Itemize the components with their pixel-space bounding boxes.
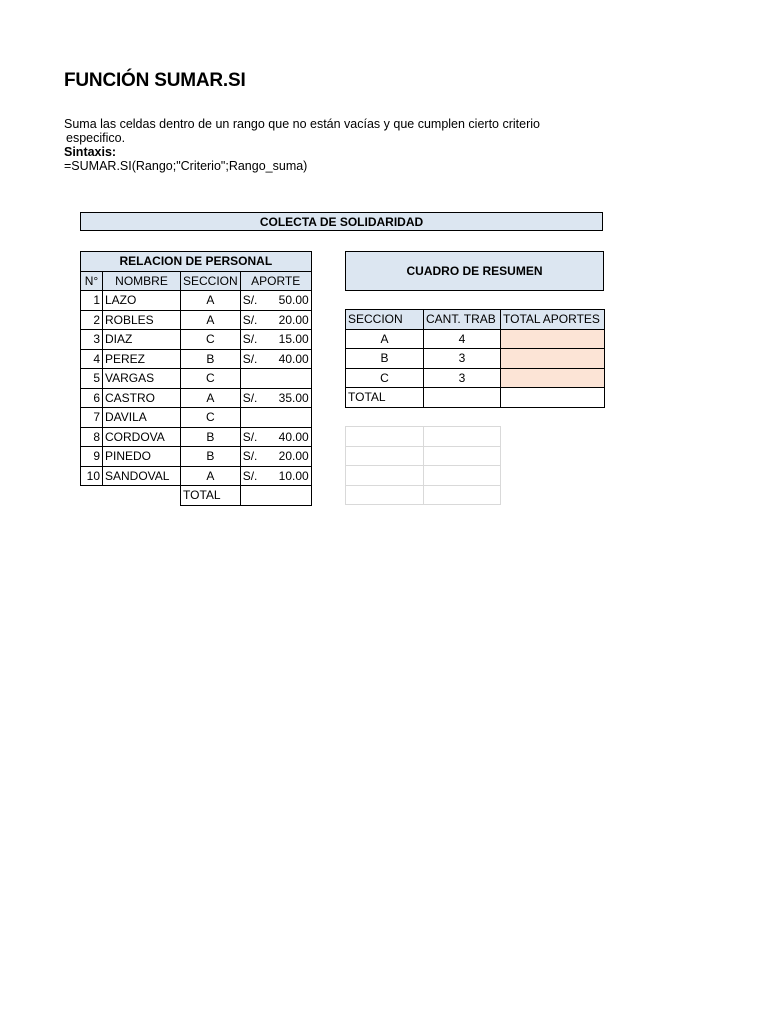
cell-aporte[interactable] [240,466,311,486]
page-title: FUNCIÓN SUMAR.SI [64,70,246,91]
cell-num[interactable]: 3 [81,330,103,350]
summary-total-aportes[interactable] [501,388,605,408]
cell-aporte[interactable] [240,388,311,408]
cell-aporte[interactable] [240,427,311,447]
table-row [81,310,312,330]
empty-grid [345,426,501,505]
cell-nombre[interactable]: LAZO [103,291,181,311]
personal-table [80,251,312,506]
cell-num[interactable]: 9 [81,447,103,467]
empty-cell[interactable] [346,427,424,447]
cell-nombre[interactable]: DIAZ [103,330,181,350]
summary-cell-cant[interactable]: 4 [424,329,501,349]
cell-seccion[interactable]: C [181,330,241,350]
currency-symbol: S/. [242,390,258,405]
summary-row [346,368,605,388]
cell-nombre[interactable]: ROBLES [103,310,181,330]
total-label-cell[interactable]: TOTAL [181,486,241,506]
currency-symbol: S/. [242,351,258,366]
cell-aporte[interactable] [240,349,311,369]
summary-cell-seccion[interactable]: B [346,349,424,369]
empty-cell[interactable] [346,485,424,505]
cell-num[interactable]: 2 [81,310,103,330]
cell-seccion[interactable]: A [181,466,241,486]
spacer-cell [103,486,181,506]
cell-aporte[interactable] [240,310,311,330]
cell-num[interactable]: 8 [81,427,103,447]
syntax-label: Sintaxis: [64,145,117,159]
banner-colecta[interactable]: COLECTA DE SOLIDARIDAD [80,212,603,231]
empty-cell[interactable] [346,466,424,486]
aporte-value: 10.00 [278,468,309,483]
summary-header-seccion[interactable]: SECCION [346,310,424,330]
description-line-2: especifico. [66,131,126,145]
currency-symbol: S/. [242,449,258,464]
resumen-title-box[interactable]: CUADRO DE RESUMEN [345,251,604,291]
cell-nombre[interactable]: PINEDO [103,447,181,467]
personal-table-title[interactable]: RELACION DE PERSONAL [81,252,312,272]
cell-seccion[interactable]: B [181,349,241,369]
table-row [81,447,312,467]
cell-seccion[interactable]: B [181,447,241,467]
empty-cell[interactable] [424,446,501,466]
table-row [81,291,312,311]
summary-total-cant[interactable] [424,388,501,408]
table-row [81,466,312,486]
cell-seccion[interactable]: A [181,291,241,311]
summary-header-total[interactable]: TOTAL APORTES [501,310,605,330]
cell-num[interactable]: 4 [81,349,103,369]
table-row [81,427,312,447]
currency-symbol: S/. [242,293,258,308]
aporte-value: 35.00 [278,390,309,405]
empty-cell[interactable] [424,466,501,486]
summary-cell-total[interactable] [501,349,605,369]
syntax-formula: =SUMAR.SI(Rango;"Criterio";Rango_suma) [64,159,308,173]
cell-num[interactable]: 7 [81,408,103,428]
summary-cell-seccion[interactable]: A [346,329,424,349]
cell-aporte[interactable] [240,330,311,350]
cell-seccion[interactable]: B [181,427,241,447]
cell-num[interactable]: 6 [81,388,103,408]
cell-aporte[interactable] [240,291,311,311]
empty-cell[interactable] [346,446,424,466]
table-row [81,330,312,350]
aporte-value: 40.00 [278,351,309,366]
header-cell-nombre[interactable]: NOMBRE [103,271,181,291]
aporte-value: 15.00 [278,332,309,347]
cell-seccion[interactable]: C [181,369,241,389]
summary-cell-seccion[interactable]: C [346,368,424,388]
cell-aporte[interactable] [240,447,311,467]
description-line-1: Suma las celdas dentro de un rango que no están vacías y que cumplen cierto criterio [64,117,540,131]
empty-cell[interactable] [424,427,501,447]
summary-cell-cant[interactable]: 3 [424,368,501,388]
summary-total-label[interactable]: TOTAL [346,388,424,408]
cell-nombre[interactable]: VARGAS [103,369,181,389]
currency-symbol: S/. [242,312,258,327]
table-row [81,349,312,369]
cell-seccion[interactable]: A [181,388,241,408]
cell-nombre[interactable]: CASTRO [103,388,181,408]
currency-symbol: S/. [242,332,258,347]
header-cell-seccion[interactable]: SECCION [181,271,241,291]
aporte-value: 20.00 [278,312,309,327]
currency-symbol: S/. [242,468,258,483]
summary-cell-total[interactable] [501,368,605,388]
summary-cell-total[interactable] [501,329,605,349]
cell-aporte[interactable] [240,369,311,389]
cell-num[interactable]: 5 [81,369,103,389]
table-row [81,388,312,408]
aporte-value: 20.00 [278,449,309,464]
aporte-value: 50.00 [278,293,309,308]
summary-cell-cant[interactable]: 3 [424,349,501,369]
cell-seccion[interactable]: C [181,408,241,428]
cell-aporte[interactable] [240,408,311,428]
table-row [81,369,312,389]
total-aporte-cell[interactable] [240,486,311,506]
cell-num[interactable]: 10 [81,466,103,486]
summary-row [346,329,605,349]
summary-header-cant[interactable]: CANT. TRAB [424,310,501,330]
header-cell-aporte[interactable]: APORTE [240,271,311,291]
cell-seccion[interactable]: A [181,310,241,330]
summary-table [345,309,605,408]
empty-cell[interactable] [424,485,501,505]
header-cell-num[interactable]: N° [81,271,103,291]
cell-nombre[interactable]: CORDOVA [103,427,181,447]
cell-nombre[interactable]: DAVILA [103,408,181,428]
cell-num[interactable]: 1 [81,291,103,311]
cell-nombre[interactable]: PEREZ [103,349,181,369]
currency-symbol: S/. [242,429,258,444]
table-row [81,408,312,428]
aporte-value: 40.00 [278,429,309,444]
summary-row [346,349,605,369]
spacer-cell [81,486,103,506]
cell-nombre[interactable]: SANDOVAL [103,466,181,486]
